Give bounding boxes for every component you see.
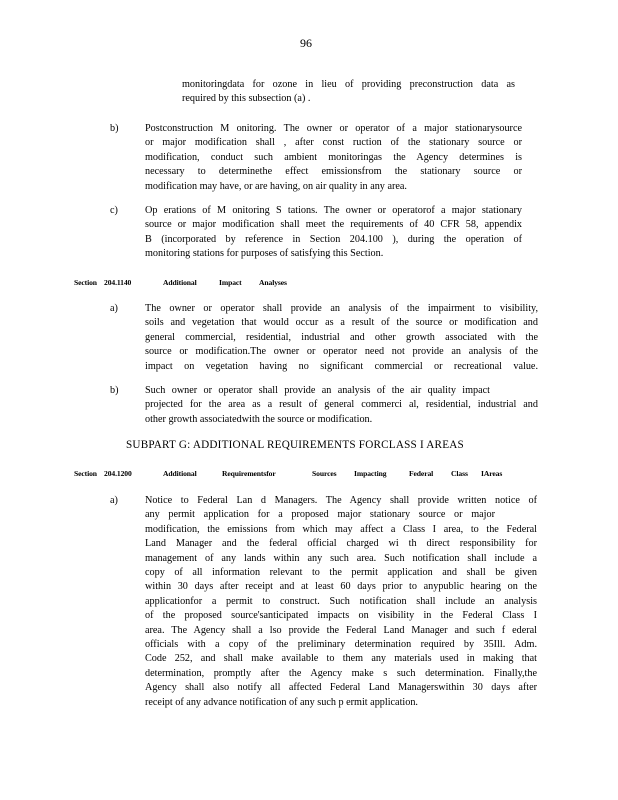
text-line: Notice to Federal Lan d Managers. The Agency shall provide written notice of <box>145 495 537 506</box>
text-line: required by this subsection (a) . <box>182 93 311 105</box>
text-line: copy of all information relevant to the permit application and shall be given <box>145 567 537 579</box>
item-marker: c) <box>110 205 118 216</box>
text-line: modification, conduct such ambient monitoringas the Agency determines is <box>145 151 522 163</box>
page-number: 96 <box>300 36 312 50</box>
paragraph-notice-federal-land-managers <box>145 494 537 710</box>
text-line: monitoringdata for ozone in lieu of providing preconstruction data as <box>182 79 515 90</box>
text-line: Agency shall also notify all affected Federal Land Managerswithin 30 days after <box>145 682 537 694</box>
section-number: 204.1200 <box>104 469 132 478</box>
section-title-word: Additional <box>163 469 197 478</box>
text-line: area. The Agency shall a lso provide the Federal Land Manager and such f ederal <box>145 624 537 636</box>
text-line: monitoring stations for purposes of satisfying this Section. <box>145 248 384 260</box>
paragraph-impairment-analysis <box>145 302 538 374</box>
text-line: source or major modification shall meet the requirements of 40 CFR 58, appendix <box>145 219 522 231</box>
subpart-heading: SUBPART G: ADDITIONAL REQUIREMENTS FORCLASS I AREAS <box>126 439 464 451</box>
paragraph-operations-monitoring-stations <box>145 204 522 262</box>
text-line: source or modification.The owner or operator need not provide an analysis of the <box>145 346 538 358</box>
section-label: Section <box>74 469 97 478</box>
section-heading-204-1200 <box>74 467 514 481</box>
text-line: officials with a copy of the preliminary determination required by 35Ill. Adm. <box>145 639 537 651</box>
item-marker: a) <box>110 303 118 314</box>
section-title-word: Impacting <box>354 469 387 478</box>
text-line: The owner or operator shall provide an analysis of the impairment to visibility, <box>145 303 538 314</box>
text-line: impact on vegetation having no significant commercial or recreational value. <box>145 360 538 372</box>
text-line: within 30 days after receipt and at least 60 days prior to anypublic hearing on the <box>145 581 537 593</box>
section-title-word: Analyses <box>259 278 287 287</box>
text-line: determination, promptly after the Agency make s such determination. Finally,the <box>145 667 537 679</box>
section-title-word: Requirementsfor <box>222 469 276 478</box>
paragraph-postconstruction-monitoring <box>145 122 522 194</box>
section-title-word: Impact <box>219 278 242 287</box>
section-label: Section <box>74 278 97 287</box>
text-line: modification, the emissions from which may affect a Class I area, to the Federal <box>145 523 537 535</box>
text-line: soils and vegetation that would occur as a result of the source or modification and <box>145 317 538 329</box>
section-title-word: Class <box>451 469 468 478</box>
section-title-word: Additional <box>163 278 197 287</box>
text-line: applicationfor a permit to construct. Such notification shall include an analysis <box>145 595 537 607</box>
text-line: receipt of any advance notification of any such p ermit application. <box>145 696 418 708</box>
section-heading-204-1140 <box>74 276 294 290</box>
text-line: projected for the area as a result of general commerci al, residential, industrial and <box>145 399 538 411</box>
text-line: general commercial, residential, industrial and other growth associated with the <box>145 331 538 343</box>
item-marker: a) <box>110 495 118 506</box>
text-line: necessary to determinethe effect emissionsfrom the stationary source or <box>145 166 522 178</box>
text-line: other growth associatedwith the source or modification. <box>145 413 373 425</box>
text-line: Postconstruction M onitoring. The owner or operator of a major stationarysource <box>145 123 522 134</box>
continuation-paragraph <box>182 78 515 107</box>
paragraph-air-quality-impact <box>145 384 538 427</box>
section-title-word: Federal <box>409 469 434 478</box>
text-line: or major modification shall , after const ruction of the stationary source or <box>145 137 522 149</box>
text-line: of the proposed source'santicipated impacts on visibility in the Federal Class I <box>145 610 537 622</box>
text-line: Such owner or operator shall provide an analysis of the air quality impact <box>145 385 490 396</box>
text-line: any permit application for a proposed major stationary source or major <box>145 509 495 521</box>
section-number: 204.1140 <box>104 278 132 287</box>
text-line: management of any lands within any such area. Such notification shall include a <box>145 552 537 564</box>
text-line: Land Manager and the federal official charged wi th direct responsibility for <box>145 538 537 550</box>
text-line: B (incorporated by reference in Section 204.100 ), during the operation of <box>145 233 522 245</box>
section-title-word: Sources <box>312 469 337 478</box>
text-line: Op erations of M onitoring S tations. The owner or operatorof a major stationary <box>145 205 522 216</box>
item-marker: b) <box>110 123 119 134</box>
item-marker: b) <box>110 385 119 396</box>
text-line: modification may have, or are having, on air quality in any area. <box>145 180 407 192</box>
section-title-word: IAreas <box>481 469 503 478</box>
text-line: Code 252, and shall make available to them any materials used in making that <box>145 653 537 665</box>
